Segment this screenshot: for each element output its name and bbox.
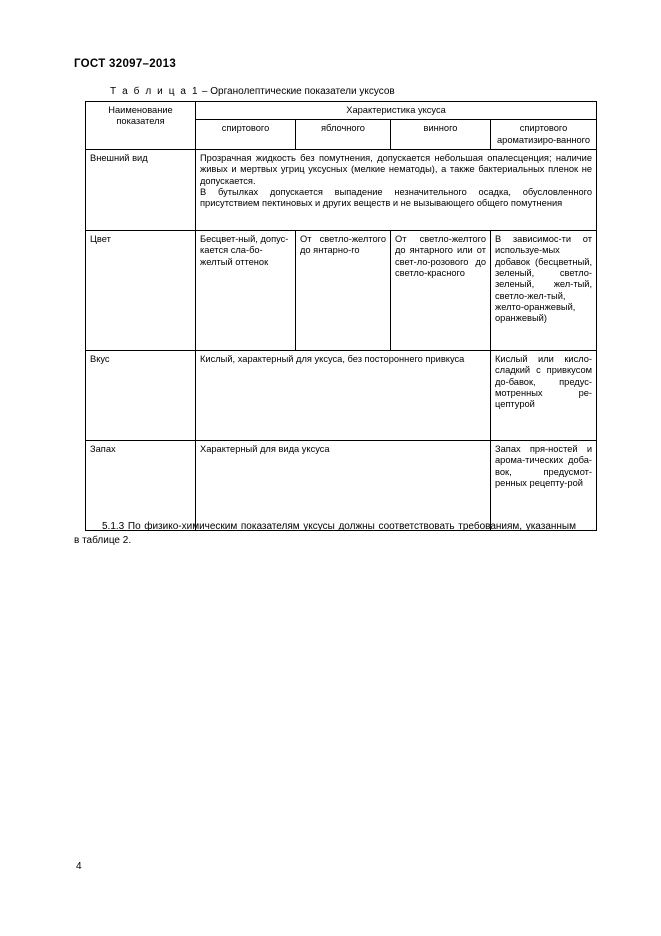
header-sub-wine: винного: [391, 120, 491, 150]
taste-spirt-aroma: Кислый или кисло-сладкий с привкусом до-бавок, предус-мотренных ре-цептурой: [491, 350, 597, 440]
table-caption-title: Органолептические показатели уксусов: [210, 86, 395, 97]
color-spirt: Бесцвет-ный, допус-кается сла-бо-желтый оттенок: [196, 230, 296, 350]
table-header-row-1: [86, 102, 597, 120]
clause-text: По физико-химическим показателям уксусы должны соответствовать требованиям, указанным в таблице 2.: [74, 521, 576, 546]
table-row: [86, 230, 597, 350]
taste-common: Кислый, характерный для уксуса, без постороннего привкуса: [196, 350, 491, 440]
clause-paragraph: [74, 520, 576, 547]
header-vinegar-characteristic: Характеристика уксуса: [196, 102, 597, 120]
table-caption: [110, 86, 395, 97]
header-sub-spirt-aroma: спиртового ароматизиро-ванного: [491, 120, 597, 150]
appearance-paragraph-1: Прозрачная жидкость без помутнения, допускается небольшая опалесценция; наличие живых и мертвых угриц уксусных (мелкие нематоды), а также бактериальных пленок не допускается.: [200, 152, 593, 186]
header-indicator-name: Наименование показателя: [86, 102, 196, 150]
header-sub-spirt: спиртового: [196, 120, 296, 150]
color-wine: От светло-желтого до янтарного или от свет-ло-розового до светло-красного: [391, 230, 491, 350]
header-sub-apple: яблочного: [296, 120, 391, 150]
row-name-taste: Вкус: [86, 350, 196, 440]
table-caption-label: Т а б л и ц а 1: [110, 86, 200, 97]
smell-common: Характерный для вида уксуса: [196, 440, 491, 530]
color-apple: От светло-желтого до янтарно-го: [296, 230, 391, 350]
row-value-appearance: [196, 149, 597, 230]
organoleptic-table: [85, 101, 597, 531]
table-row: [86, 350, 597, 440]
table-caption-dash: –: [199, 86, 211, 97]
row-name-appearance: Внешний вид: [86, 149, 196, 230]
row-name-smell: Запах: [86, 440, 196, 530]
appearance-paragraph-2: В бутылках допускается выпадение незначительного осадка, обусловленного присутствием пектиновых и других веществ и не вызывающего общего помутнения: [200, 186, 593, 209]
table-row: [86, 149, 597, 230]
standard-header: ГОСТ 32097–2013: [74, 58, 177, 70]
row-name-color: Цвет: [86, 230, 196, 350]
table-row: [86, 440, 597, 530]
page-number: 4: [76, 861, 82, 872]
clause-number: 5.1.3: [102, 521, 125, 532]
color-spirt-aroma: В зависимос-ти от используе-мых добавок (бесцветный, зеленый, светло-зеленый, жел-тый, светло-жел-тый, желто-оранжевый, оранжевый): [491, 230, 597, 350]
smell-spirt-aroma: Запах пря-ностей и арома-тических доба-вок, предусмот-ренных рецепту-рой: [491, 440, 597, 530]
